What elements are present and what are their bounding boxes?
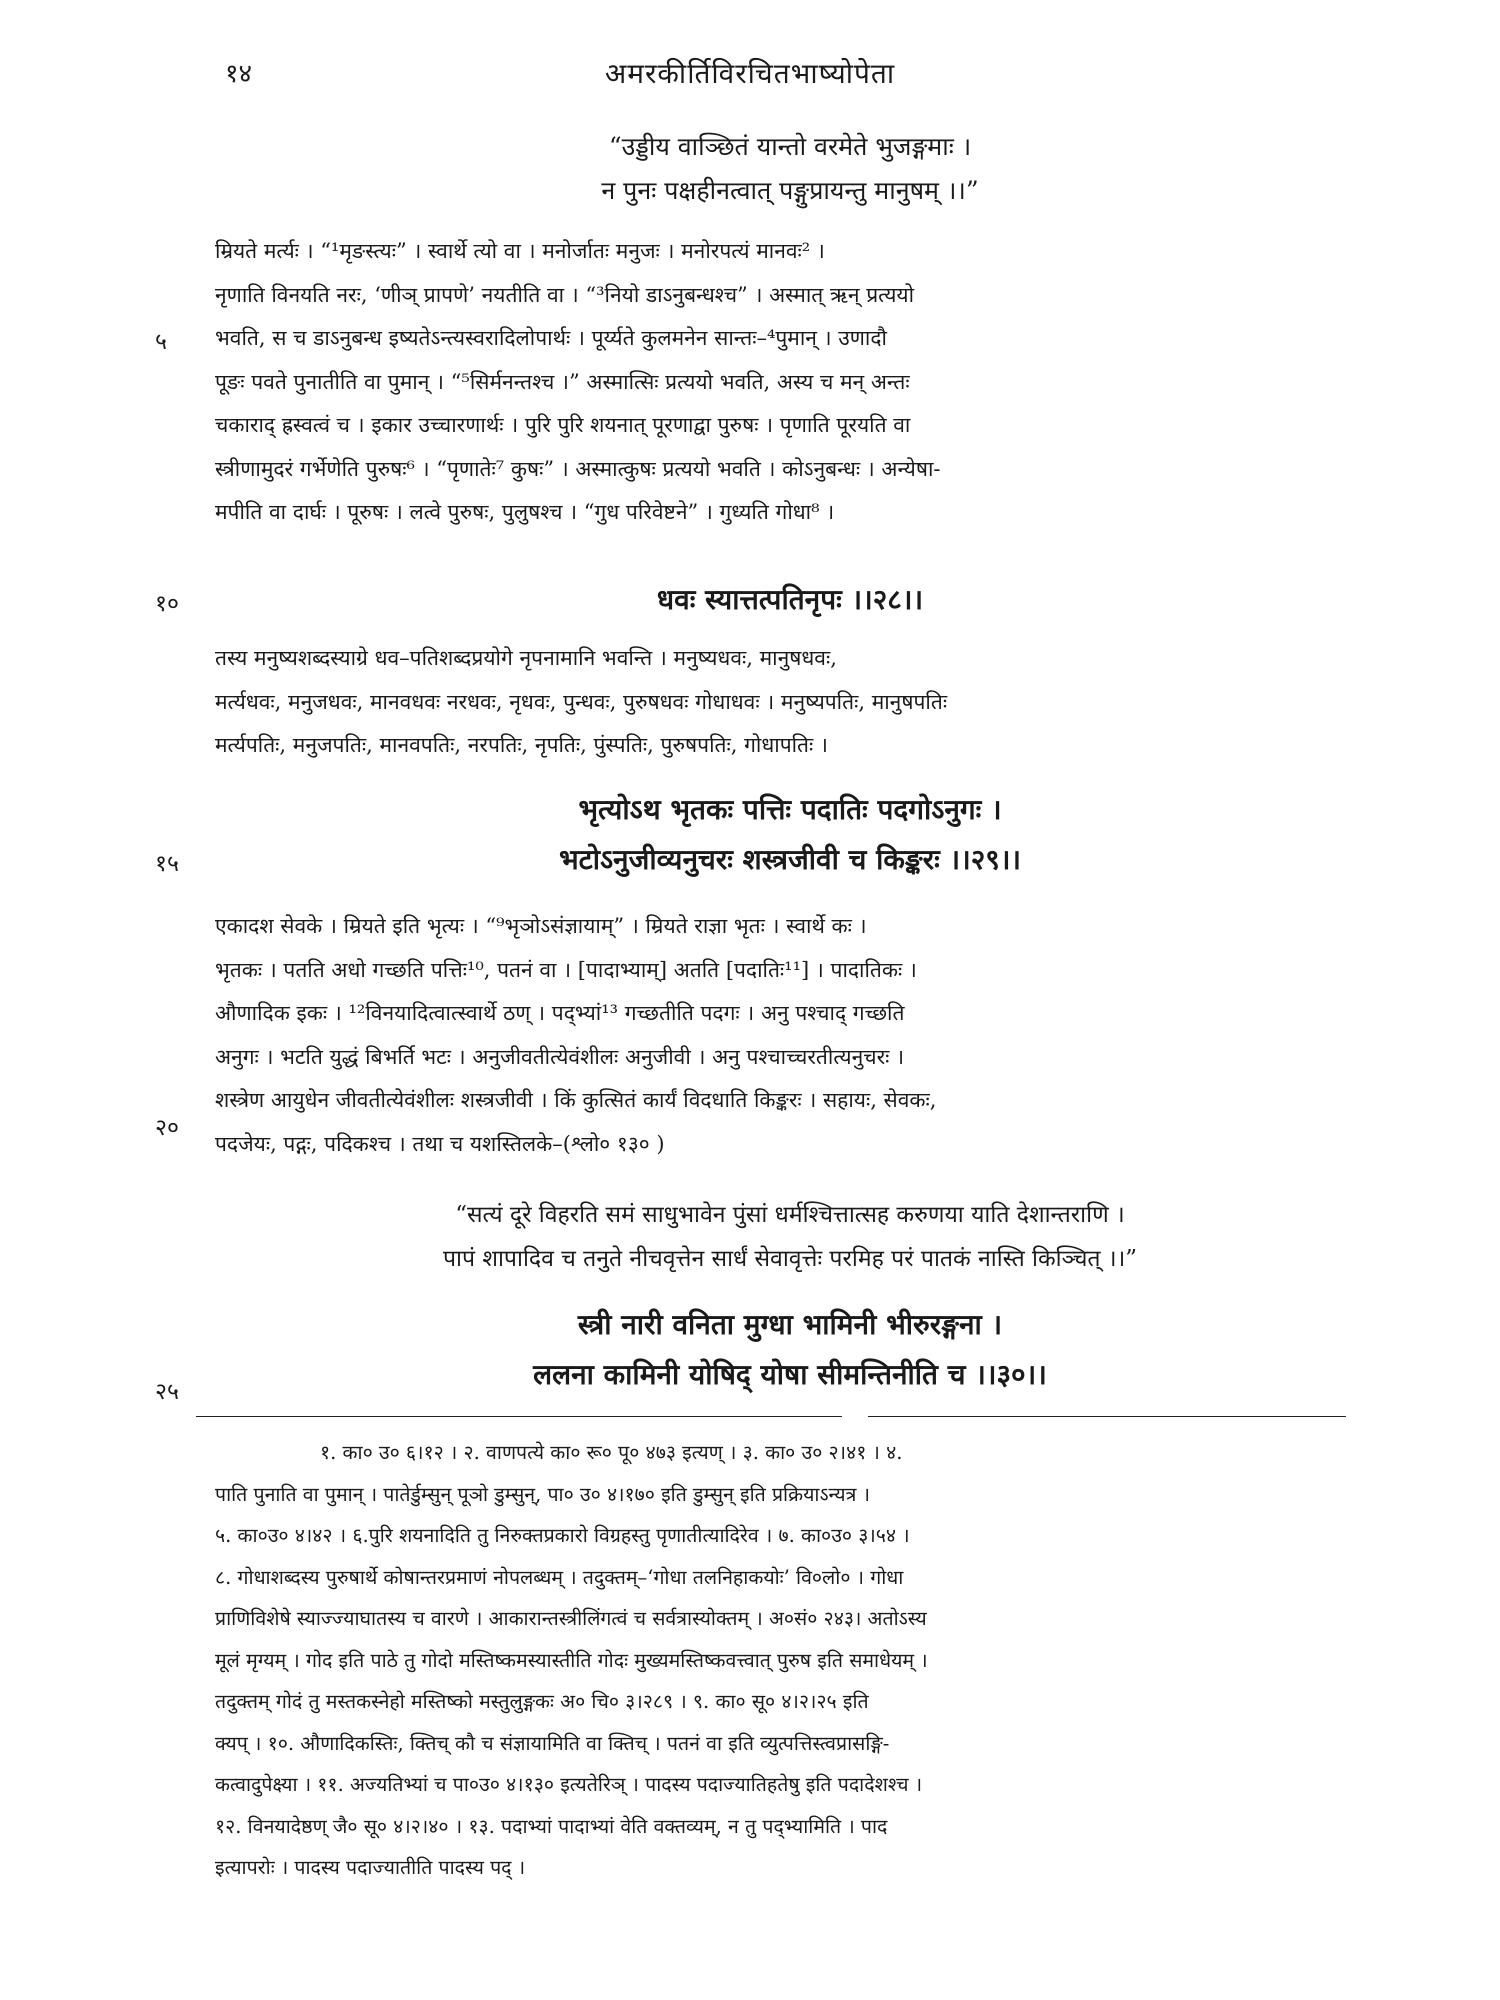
karika-line: भटोऽनुजीव्यनुचरः शस्त्रजीवी च किङ्करः ।।२९।। (558, 843, 1022, 876)
line-number: २५ (155, 1379, 179, 1405)
line-number: २० (155, 1115, 179, 1141)
page-number: १४ (225, 59, 253, 89)
opening-verse (215, 125, 1365, 213)
footnote-line: ५. का०उ० ४।४२ । ६.पुरि शयनादिति तु निरुक्तप्रकारो विग्रहस्तु पृणातीत्यादिरेव । ७. का०उ० ३।५४ । (215, 1524, 910, 1547)
footnote-line: इत्यापरोः । पादस्य पदाज्यातीति पादस्य पद् । (215, 1856, 526, 1879)
commentary-line: अनुगः । भटति युद्धं बिभर्ति भटः । अनुजीवतीत्येवंशीलः अनुजीवी । अनु पश्चाच्चरतीत्यनुचरः । (215, 1044, 905, 1069)
footnote-line: १२. विनयादेष्ठण् जै० सू० ४।२।४० । १३. पदाभ्यां पादाभ्यां वेति वक्तव्यम्, न तु पद्भ्यामिति । पाद (215, 1814, 888, 1838)
quoted-verse (215, 1193, 1365, 1281)
commentary-line: मर्त्यधवः, मनुजधवः, मानवधवः नरधवः, नृधवः, पुन्धवः, पुरुषधवः गोधाधवः । मनुष्यपतिः, मानुषपतिः (215, 689, 948, 714)
footnote-rule (868, 1416, 1346, 1417)
footnote-line: क्यप् । १०. औणादिकस्तिः, क्तिच् कौ च संज्ञायामिति वा क्तिच् । पतनं वा इति व्युत्पत्तिस्त्वप्रासङ्गि- (215, 1731, 890, 1755)
commentary-line: स्त्रीणामुदरं गर्भेणेति पुरुषः⁶ । “पृणातेः⁷ कुषः” । अस्मात्कुषः प्रत्ययो भवति । कोऽनुबन्धः । अन्येषा- (215, 456, 941, 481)
footnote-line: मूलं मृग्यम् । गोद इति पाठे तु गोदो मस्तिष्कमस्यास्तीति गोदः मुख्यमस्तिष्कवत्त्वात् पुरुष इति समाधेयम् । (215, 1648, 928, 1672)
verse-line: न पुनः पक्षहीनत्वात् पङ्गुप्रायन्तु मानुषम् ।।” (601, 176, 979, 205)
footnote-line: १. का० उ० ६।१२ । २. वाणपत्ये का० रू० पू० ४७३ इत्यण् । ३. का० उ० २।४१ । ४. (320, 1441, 903, 1464)
line-number: ५ (155, 329, 167, 355)
verse-line: “उड्डीय वाञ्छितं यान्तो वरमेते भुजङ्गमाः । (608, 132, 972, 161)
commentary-line: पूङः पवते पुनातीति वा पुमान् । “⁵सिर्मनन्तश्च ।” अस्मात्सिः प्रत्ययो भवति, अस्य च मन् अन्तः (215, 369, 910, 394)
karika-28: धवः स्यात्तत्पतिनृपः ।।२८।। (656, 583, 924, 616)
commentary-block-3 (215, 905, 1365, 1166)
verse-line: “सत्यं दूरे विहरति समं साधुभावेन पुंसां धर्मश्चित्तात्सह करुणया याति देशान्तराणि । (455, 1202, 1125, 1228)
commentary-line: मपीति वा दार्घः । पूरुषः । लत्वे पुरुषः, पुलुषश्च । “गुध परिवेष्टने” । गुध्यति गोधा⁸ । (215, 500, 835, 524)
commentary-line: भृतकः । पतति अधो गच्छति पत्तिः¹⁰, पतनं वा । [पादाभ्याम्] अतति [पदातिः¹¹] । पादातिकः । (215, 957, 917, 982)
commentary-line: एकादश सेवके । म्रियते इति भृत्यः । “⁹भृञोऽसंज्ञायाम्” । म्रियते राज्ञा भृतः । स्वार्थे कः । (215, 914, 867, 938)
karika-line: ललना कामिनी योषिद् योषा सीमन्तिनीति च ।।३०।। (533, 1358, 1047, 1391)
commentary-line: पदजेयः, पद्गः, पदिकश्च । तथा च यशस्तिलके–(श्लो० १३० ) (215, 1131, 665, 1156)
footnote-line: प्राणिविशेषे स्याज्ज्याघातस्य च वारणे । आकारान्तस्त्रीलिंगत्वं च सर्वत्रास्योक्तम् । अ०सं० २४३। अतोऽस्य (215, 1607, 927, 1630)
footnote-line: ८. गोधाशब्दस्य पुरुषार्थे कोषान्तरप्रमाणं नोपलब्धम् । तदुक्तम्–‘गोधा तलनिहाकयोः’ वि०लो० । गोधा (215, 1565, 904, 1589)
commentary-block-2 (215, 637, 1365, 768)
karika-29 (215, 785, 1365, 885)
line-number: १० (155, 591, 179, 617)
footnote-line: कत्वादुपेक्ष्या । ११. अज्यतिभ्यां च पा०उ० ४।१३० इत्यतेरिञ् । पादस्य पदाज्यातिहतेषु इति पदादेशश्च । (215, 1773, 923, 1796)
commentary-line: औणादिक इकः । ¹²विनयादित्वात्स्वार्थे ठण् । पद्भ्यां¹³ गच्छतीति पदगः । अनु पश्चाद् गच्छति (215, 1001, 905, 1025)
book-title: अमरकीर्तिविरचितभाष्योपेता (604, 57, 896, 90)
footnotes (215, 1432, 1365, 1889)
commentary-line: नृणाति विनयति नरः, ‘णीञ् प्रापणे’ नयतीति वा । “³नियो डाऽनुबन्धश्च” । अस्मात् ऋन् प्रत्ययो (215, 282, 915, 307)
footnote-rule (196, 1416, 842, 1417)
verse-line: पापं शापादिव च तनुते नीचवृत्तेन सार्धं सेवावृत्तेः परमिह परं पातकं नास्ति किञ्चित् ।।” (442, 1246, 1138, 1272)
karika-30 (215, 1300, 1365, 1400)
line-number: १५ (155, 851, 179, 877)
commentary-line: भवति, स च डाऽनुबन्ध इष्यतेऽन्त्यस्वरादिलोपार्थः । पूर्य्यते कुलमनेन सान्तः–⁴पुमान् । उणादौ (215, 326, 887, 350)
commentary-block-1 (215, 230, 1365, 535)
commentary-line: चकाराद् ह्रस्वत्वं च । इकार उच्चारणार्थः । पुरि पुरि शयनात् पूरणाद्वा पुरुषः । पृणाति पूरयति वा (215, 413, 911, 437)
footnote-line: तदुक्तम् गोदं तु मस्तकस्नेहो मस्तिष्को मस्तुलुङ्गकः अ० चि० ३।२८९ । ९. का० सू० ४।२।२५ इति (215, 1690, 869, 1713)
commentary-line: शस्त्रेण आयुधेन जीवतीत्येवंशीलः शस्त्रजीवी । किं कुत्सितं कार्यं विदधाति किङ्करः । सहायः, सेवकः, (215, 1088, 937, 1112)
commentary-line: तस्य मनुष्यशब्दस्याग्रे धव–पतिशब्दप्रयोगे नृपनामानि भवन्ति । मनुष्यधवः, मानुषधवः, (215, 646, 837, 670)
karika-line: भृत्योऽथ भृतकः पत्तिः पदातिः पदगोऽनुगः । (578, 793, 1002, 826)
karika-line: स्त्री नारी वनिता मुग्धा भामिनी भीरुरङ्गना । (577, 1308, 1003, 1341)
footnote-line: पाति पुनाति वा पुमान् । पातेर्डुम्सुन् पूञो डुम्सुन्, पा० उ० ४।१७० इति डुम्सुन् इति प्रक्रियाऽन्यत्र । (215, 1482, 870, 1506)
commentary-line: मर्त्यपतिः, मनुजपतिः, मानवपतिः, नरपतिः, नृपतिः, पुंस्पतिः, पुरुषपतिः, गोधापतिः । (215, 733, 828, 757)
commentary-line: म्रियते मर्त्यः । “¹मृङस्त्यः” । स्वार्थे त्यो वा । मनोर्जातः मनुजः । मनोरपत्यं मानवः² । (215, 239, 825, 263)
running-header (0, 54, 1500, 94)
